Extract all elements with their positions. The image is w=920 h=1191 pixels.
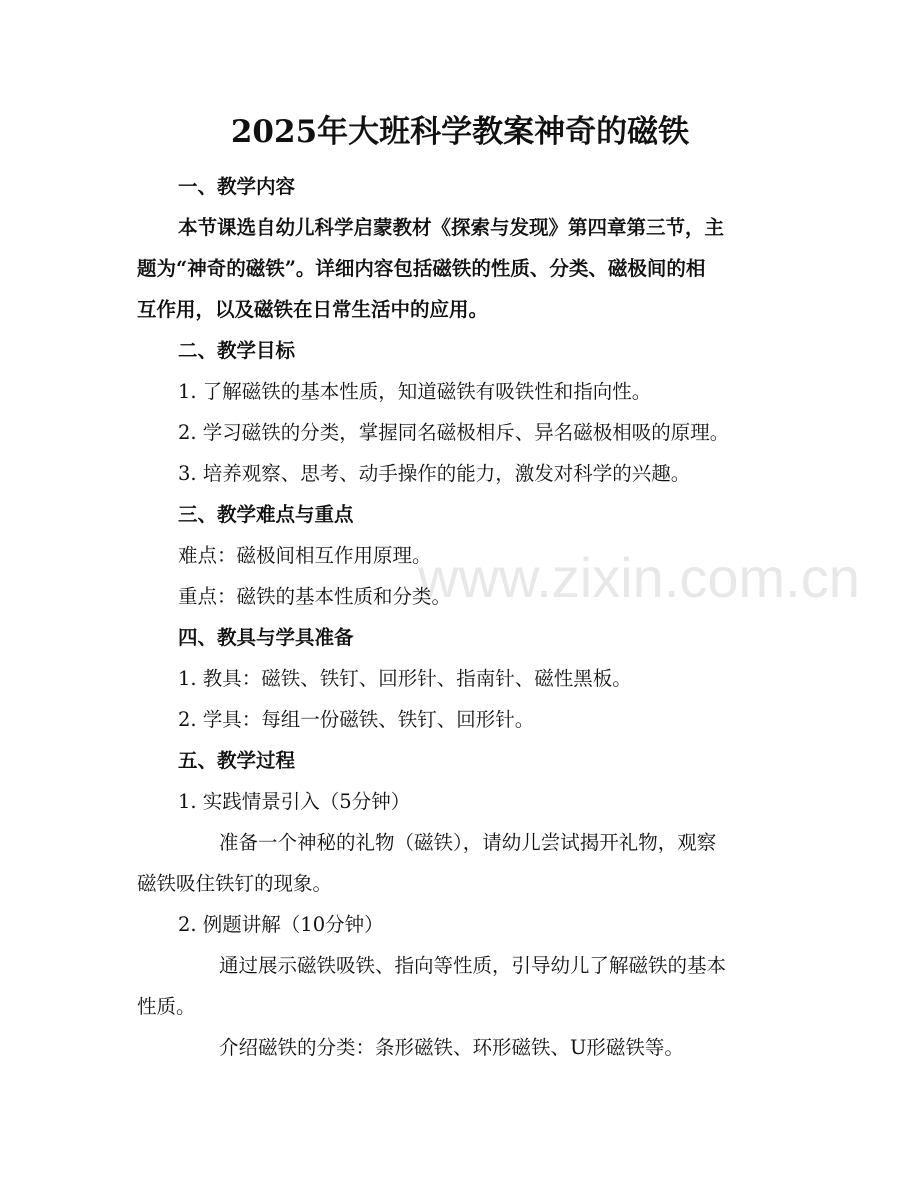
paragraph-line: 磁铁吸住铁钉的现象。: [137, 872, 333, 895]
paragraph-line: 互作用，以及磁铁在日常生活中的应用。: [137, 298, 489, 321]
document-title: 2025年大班科学教案神奇的磁铁: [230, 114, 690, 150]
section-heading-key-points: 三、教学难点与重点: [178, 503, 354, 526]
section-heading-process: 五、教学过程: [178, 749, 296, 772]
paragraph-line: 重点：磁铁的基本性质和分类。: [178, 585, 452, 608]
paragraph-line: 性质。: [137, 995, 196, 1018]
paragraph-line: 通过展示磁铁吸铁、指向等性质，引导幼儿了解磁铁的基本: [219, 954, 727, 977]
list-item: 1. 教具：磁铁、铁钉、回形针、指南针、磁性黑板。: [178, 667, 632, 690]
paragraph-line: 介绍磁铁的分类：条形磁铁、环形磁铁、U形磁铁等。: [219, 1036, 684, 1059]
list-item: 2. 学习磁铁的分类，掌握同名磁极相斥、异名磁极相吸的原理。: [178, 421, 730, 444]
list-item: 1. 实践情景引入（5分钟）: [178, 790, 411, 813]
section-heading-goals: 二、教学目标: [178, 339, 296, 362]
watermark: www.zixin.com.cn: [418, 546, 860, 609]
paragraph-line: 难点：磁极间相互作用原理。: [178, 544, 432, 567]
paragraph-line: 题为“神奇的磁铁”。详细内容包括磁铁的性质、分类、磁极间的相: [137, 257, 706, 280]
section-heading-content: 一、教学内容: [178, 175, 296, 198]
list-item: 1. 了解磁铁的基本性质，知道磁铁有吸铁性和指向性。: [178, 380, 652, 403]
section-heading-materials: 四、教具与学具准备: [178, 626, 354, 649]
paragraph-line: 准备一个神秘的礼物（磁铁），请幼儿尝试揭开礼物，观察: [219, 831, 717, 854]
list-item: 2. 学具：每组一份磁铁、铁钉、回形针。: [178, 708, 535, 731]
paragraph-line: 本节课选自幼儿科学启蒙教材《探索与发现》第四章第三节，主: [178, 216, 725, 239]
list-item: 3. 培养观察、思考、动手操作的能力，激发对科学的兴趣。: [178, 462, 691, 485]
list-item: 2. 例题讲解（10分钟）: [178, 913, 384, 936]
